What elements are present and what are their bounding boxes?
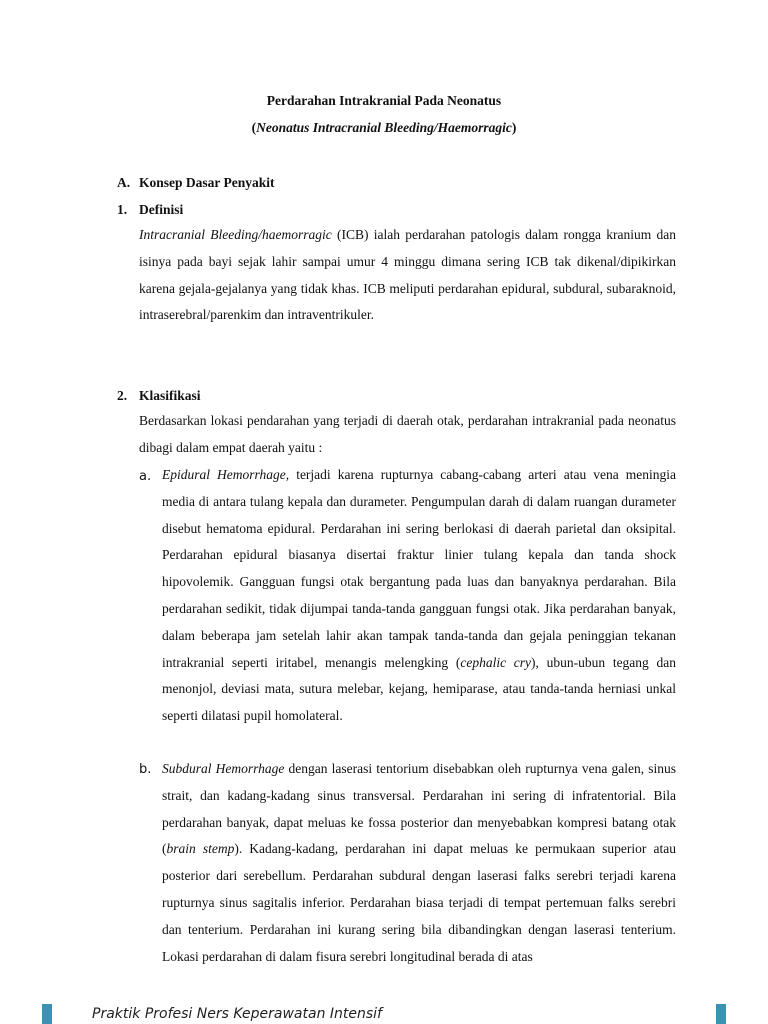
section-a-marker: A. [117,175,131,190]
footer-accent-right [716,1004,726,1024]
document-title: Perdarahan Intrakranial Pada Neonatus [266,93,502,108]
section-1-label: Definisi [139,202,184,217]
document-subtitle: (Neonatus Intracranial Bleeding/Haemorragic) [251,120,517,135]
item-a-marker: a. [139,469,152,484]
definition-paragraph: Intracranial Bleeding/haemorragic (ICB) ialah perdarahan patologis dalam rongga kranium dan isinya pada bayi sejak lahir sampai umur 4 minggu dimana sering ICB tak dikenal/dipikirkan karena gejala-gejalanya yang tidak khas. ICB meliputi perdarahan epidural, subdural, subaraknoid, intraserebral/parenkim dan intraventrikuler. [139,227,676,323]
subtitle-english: Neonatus Intracranial Bleeding/Haemorragic [256,120,512,135]
footer-text: Praktik Profesi Ners Keperawatan Intensif [92,1006,382,1022]
footer-accent-left [42,1004,52,1024]
item-b-paragraph: Subdural Hemorrhage dengan laserasi tentorium disebabkan oleh rupturnya vena galen, sinus strait, dan kadang-kadang sinus transversal. Perdarahan ini sering di infratentorial. Bila perdarahan banyak, dapat meluas ke fossa posterior dan menyebabkan kompresi batang otak (brain stemp). Kadang-kadang, perdarahan ini dapat meluas ke permukaan superior atau posterior dari serebellum. Perdarahan subdural dengan laserasi falks serebri terjadi karena rupturnya sinus sagitalis inferior. Perdarahan biasa terjadi di tempat pertemuan falks serebri dan tenterium. Perdarahan ini kurang sering bila dibandingkan dengan laserasi tenterium. Lokasi perdarahan di dalam fisura serebri longitudinal berada di atas [162,761,676,964]
section-a-label: Konsep Dasar Penyakit [139,175,275,190]
item-b-marker: b. [139,762,152,777]
section-2-label: Klasifikasi [139,388,201,403]
classification-intro: Berdasarkan lokasi pendarahan yang terjadi di daerah otak, perdarahan intrakranial pada neonatus dibagi dalam empat daerah yaitu : [139,413,676,455]
item-a-paragraph: Epidural Hemorrhage, terjadi karena rupturnya cabang-cabang arteri atau vena meningia media di antara tulang kepala dan durameter. Pengumpulan darah di dalam ruangan durameter disebut hematoma epidural. Perdarahan ini sering berlokasi di daerah parietal dan oksipital. Perdarahan epidural biasanya disertai fraktur linier tulang kepala dan tanda shock hipovolemik. Gangguan fungsi otak bergantung pada luas dan banyaknya perdarahan. Bila perdarahan sedikit, tidak dijumpai tanda-tanda gangguan fungsi otak. Jika perdarahan banyak, dalam beberapa jam setelah lahir akan tampak tanda-tanda dan gejala peninggian tekanan intrakranial seperti iritabel, menangis melengking (cephalic cry), ubun-ubun tegang dan menonjol, deviasi mata, sutura melebar, kejang, hemiparase, atau tanda-tanda herniasi unkal seperti dilatasi pupil homolateral. [162,467,677,724]
section-1-marker: 1. [117,202,128,217]
section-2-marker: 2. [117,388,128,403]
